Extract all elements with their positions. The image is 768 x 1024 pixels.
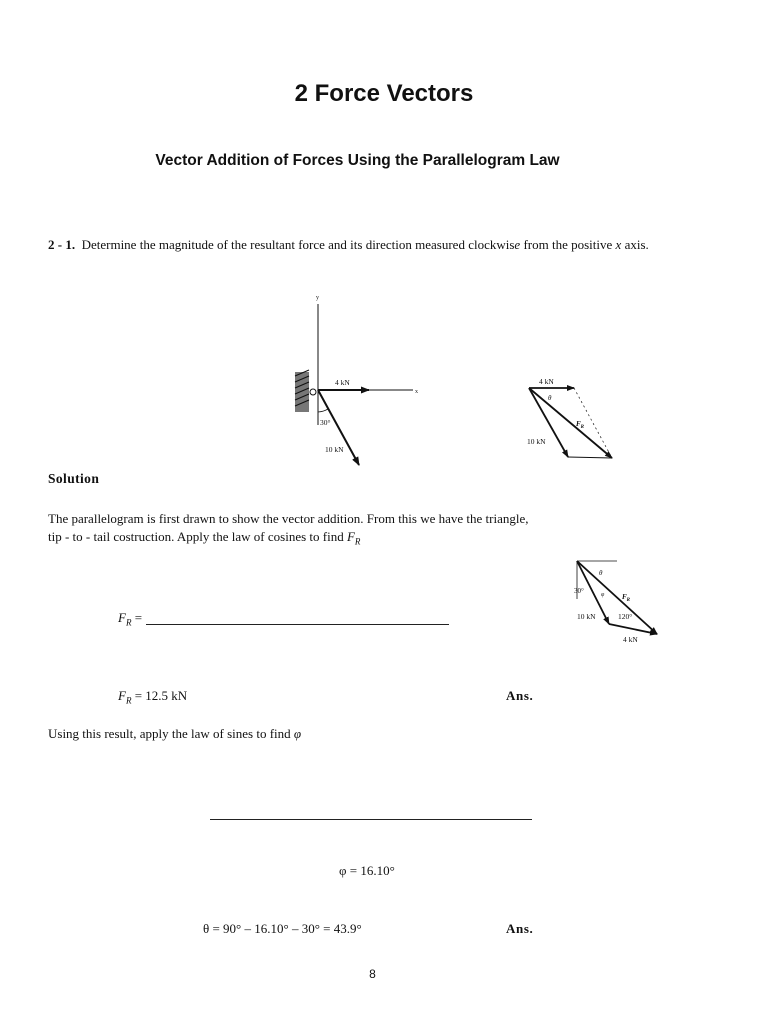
- figure-force-diagram: [285, 290, 425, 470]
- phi-label: φ: [601, 592, 605, 598]
- x-axis-label: x: [415, 389, 418, 395]
- eq-fr-result: [118, 688, 187, 706]
- parallelogram-side: [568, 457, 612, 458]
- section-title: Vector Addition of Forces Using the Parallelogram Law: [155, 152, 560, 169]
- force-10kn-label: 10 kN: [527, 437, 546, 446]
- problem-statement: [48, 237, 649, 253]
- force-4kn-arrow: [609, 624, 657, 634]
- resultant-arrow: [529, 388, 612, 458]
- var-fr-sub: R: [125, 695, 132, 706]
- resultant-arrow: [577, 561, 657, 634]
- force-4kn-label: 4 kN: [335, 378, 350, 387]
- problem-text: from the positive: [520, 237, 616, 252]
- answer-label-2: Ans.: [506, 921, 534, 936]
- force-10kn-label: 10 kN: [325, 445, 344, 454]
- force-4kn-label: 4 kN: [623, 635, 638, 644]
- force-4kn-label: 4 kN: [539, 377, 554, 386]
- angle-120-label: 120°: [618, 612, 633, 621]
- text: tip - to - tail costruction. Apply the law of cosines to find: [48, 529, 347, 544]
- resultant-label: $F_R$: [622, 593, 631, 603]
- eq-law-of-cosines: [118, 610, 142, 628]
- wall-support: [295, 372, 309, 412]
- angle-30-label: 30°: [320, 418, 331, 427]
- eq-theta-result: θ = 90° – 16.10° – 30° = 43.9°: [203, 921, 362, 936]
- solution-paragraph-1-line-2: [48, 529, 360, 547]
- solution-paragraph-2: [48, 726, 301, 742]
- text: Using this result, apply the law of sines to find: [48, 726, 294, 741]
- var-fr: F: [118, 610, 126, 625]
- force-10kn-label: 10 kN: [577, 612, 596, 621]
- solution-paragraph-1-line-1: The parallelogram is first drawn to show the vector addition. From this we have the triangle,: [48, 511, 529, 526]
- page-number: 8: [369, 967, 376, 981]
- var-phi: φ: [293, 726, 302, 741]
- figure-parallelogram: [512, 372, 622, 466]
- equals: =: [131, 610, 143, 625]
- figure-triangle: [573, 557, 663, 647]
- chapter-title: 2 Force Vectors: [294, 80, 474, 107]
- solution-heading: Solution: [48, 471, 100, 486]
- var-fr: F: [118, 688, 126, 703]
- answer-blank-line-1: [146, 624, 449, 625]
- angle-30-arc: [318, 409, 328, 412]
- theta-label: θ: [548, 394, 552, 402]
- fr-value: = 12.5 kN: [131, 688, 188, 703]
- problem-number: 2 - 1.: [48, 237, 76, 252]
- resultant-label: $F_R$: [576, 420, 585, 430]
- theta-label: θ: [599, 569, 603, 577]
- y-axis-label: y: [316, 295, 319, 301]
- problem-text-italic: e: [514, 237, 521, 252]
- answer-blank-line-2: [210, 819, 532, 820]
- var-fr-sub: R: [125, 617, 132, 628]
- eq-phi-result: φ = 16.10°: [339, 863, 395, 878]
- var-fr: F: [346, 529, 355, 544]
- problem-var-x: x: [615, 237, 622, 252]
- pin-icon: [310, 389, 316, 395]
- problem-text: axis.: [621, 237, 649, 252]
- problem-text: Determine the magnitude of the resultant force and its direction measured clockwis: [81, 237, 515, 252]
- angle-30-label: 30°: [574, 587, 584, 595]
- answer-label-1: Ans.: [506, 688, 534, 703]
- var-fr-sub: R: [354, 536, 361, 547]
